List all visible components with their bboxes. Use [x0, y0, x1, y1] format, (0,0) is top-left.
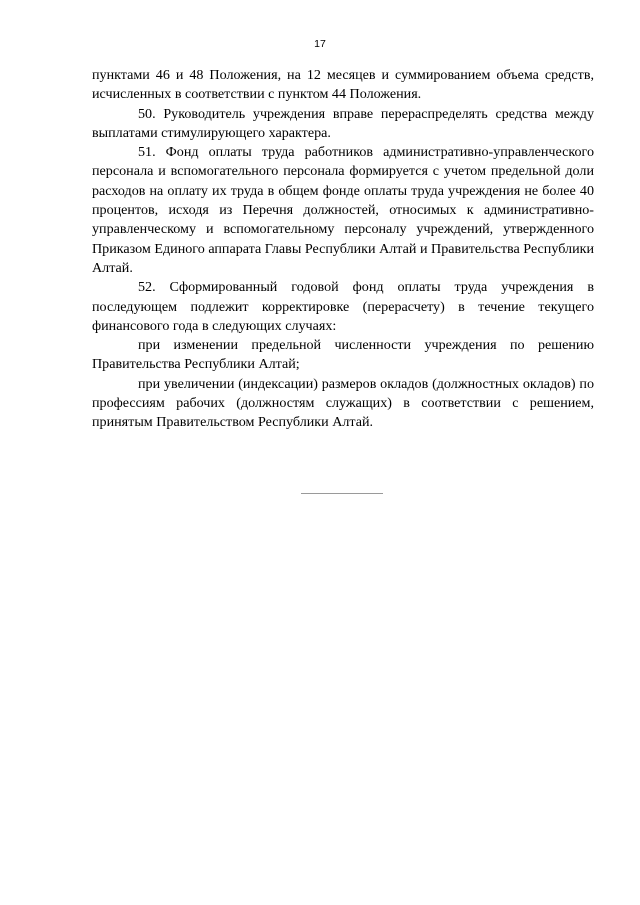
paragraph-50: 50. Руководитель учреждения вправе перераспределять средства между выплатами стимулирующего характера. — [92, 105, 594, 141]
document-body — [92, 66, 594, 433]
paragraph-51: 51. Фонд оплаты труда работников административно-управленческого персонала и вспомогательного персонала формируется с учетом предельной доли расходов на оплату их труда в общем фонде оплаты труда учреждения не более 40 процентов, исходя из Перечня должностей, относимых к административно-управленческому и вспомогательному персоналу учреждений, утвержденного Приказом Единого аппарата Главы Республики Алтай и Правительства Республики Алтай. — [92, 144, 594, 276]
paragraph-52-case-1: при изменении предельной численности учреждения по решению Правительства Республики Алтай; — [92, 337, 594, 373]
page-number: 17 — [314, 38, 326, 50]
paragraph-52-case-2: при увеличении (индексации) размеров окладов (должностных окладов) по профессиям рабочих (должностям служащих) в соответствии с решением, принятым Правительством Республики Алтай. — [92, 375, 594, 431]
paragraph-continuation: пунктами 46 и 48 Положения, на 12 месяцев и суммированием объема средств, исчисленных в соответствии с пунктом 44 Положения. — [92, 67, 594, 103]
paragraph-52: 52. Сформированный годовой фонд оплаты труда учреждения в последующем подлежит корректировке (перерасчету) в течение текущего финансового года в следующих случаях: — [92, 279, 594, 334]
end-divider — [301, 493, 383, 494]
